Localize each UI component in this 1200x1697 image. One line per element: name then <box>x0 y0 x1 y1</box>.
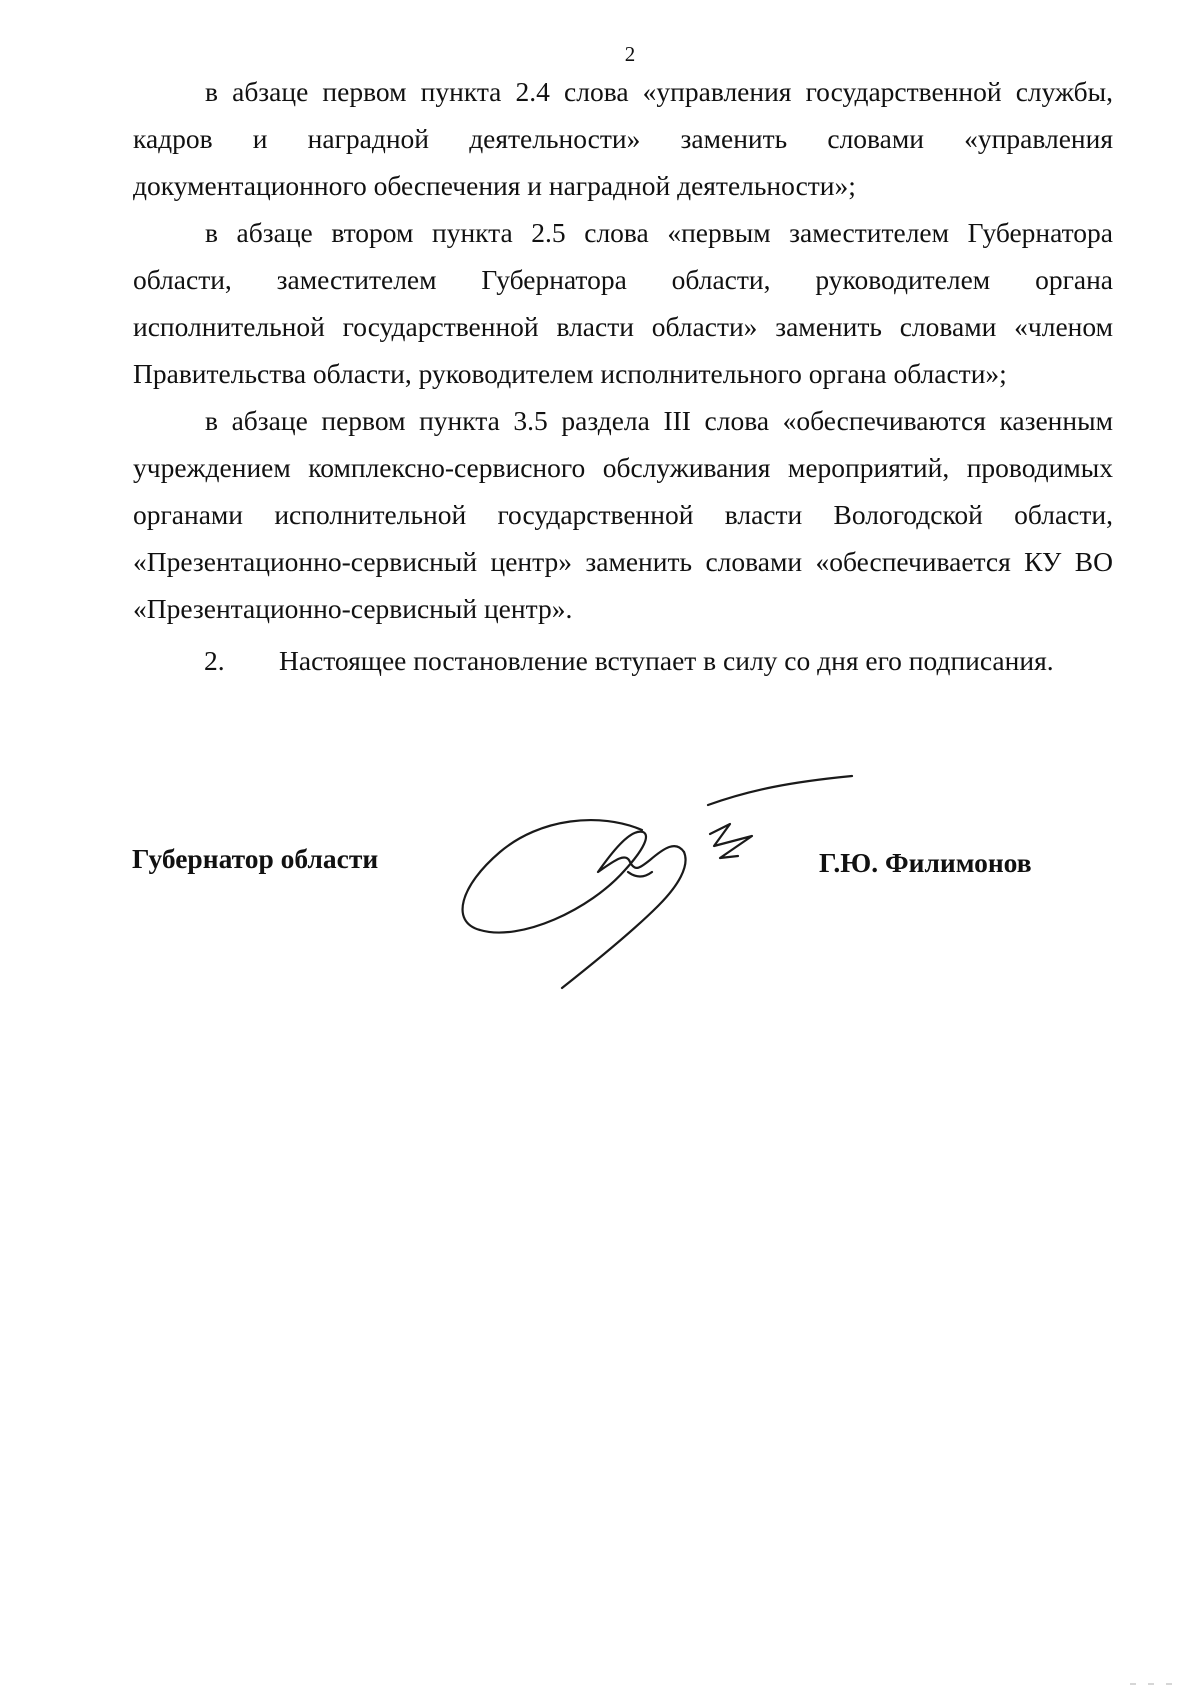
signatory-name: Г.Ю. Филимонов <box>819 847 1032 878</box>
paragraph-amendment-2-4: в абзаце первом пункта 2.4 слова «управления государственной службы, кадров и наградной деятельности» заменить словами «управления документационного обеспечения и наградной деятельности»; <box>133 76 1113 201</box>
paragraph-amendment-3-5: в абзаце первом пункта 3.5 раздела III слова «обеспечиваются казенным учреждением комплексно-сервисного обслуживания мероприятий, проводимых органами исполнительной государственной власти Вологодской области, «Презентационно-сервисный центр» заменить словами «обеспечивается КУ ВО «Презентационно-сервисный центр». <box>133 405 1113 624</box>
signatory-title: Губернатор области <box>132 843 379 874</box>
document-body <box>133 68 1113 684</box>
item-text: Настоящее постановление вступает в силу со дня его подписания. <box>279 645 1054 676</box>
paragraph-amendment-2-5: в абзаце втором пункта 2.5 слова «первым заместителем Губернатора области, заместителем Губернатора области, руководителем органа исполнительной государственной власти области» заменить словами «членом Правительства области, руководителем исполнительного органа области»; <box>133 217 1113 389</box>
item-number: 2. <box>204 645 225 676</box>
handwritten-signature <box>440 760 860 990</box>
scan-artifact <box>1126 1681 1186 1687</box>
numbered-item-2 <box>133 632 1113 684</box>
page-number: 2 <box>624 42 636 66</box>
signature-block <box>0 760 1200 1000</box>
